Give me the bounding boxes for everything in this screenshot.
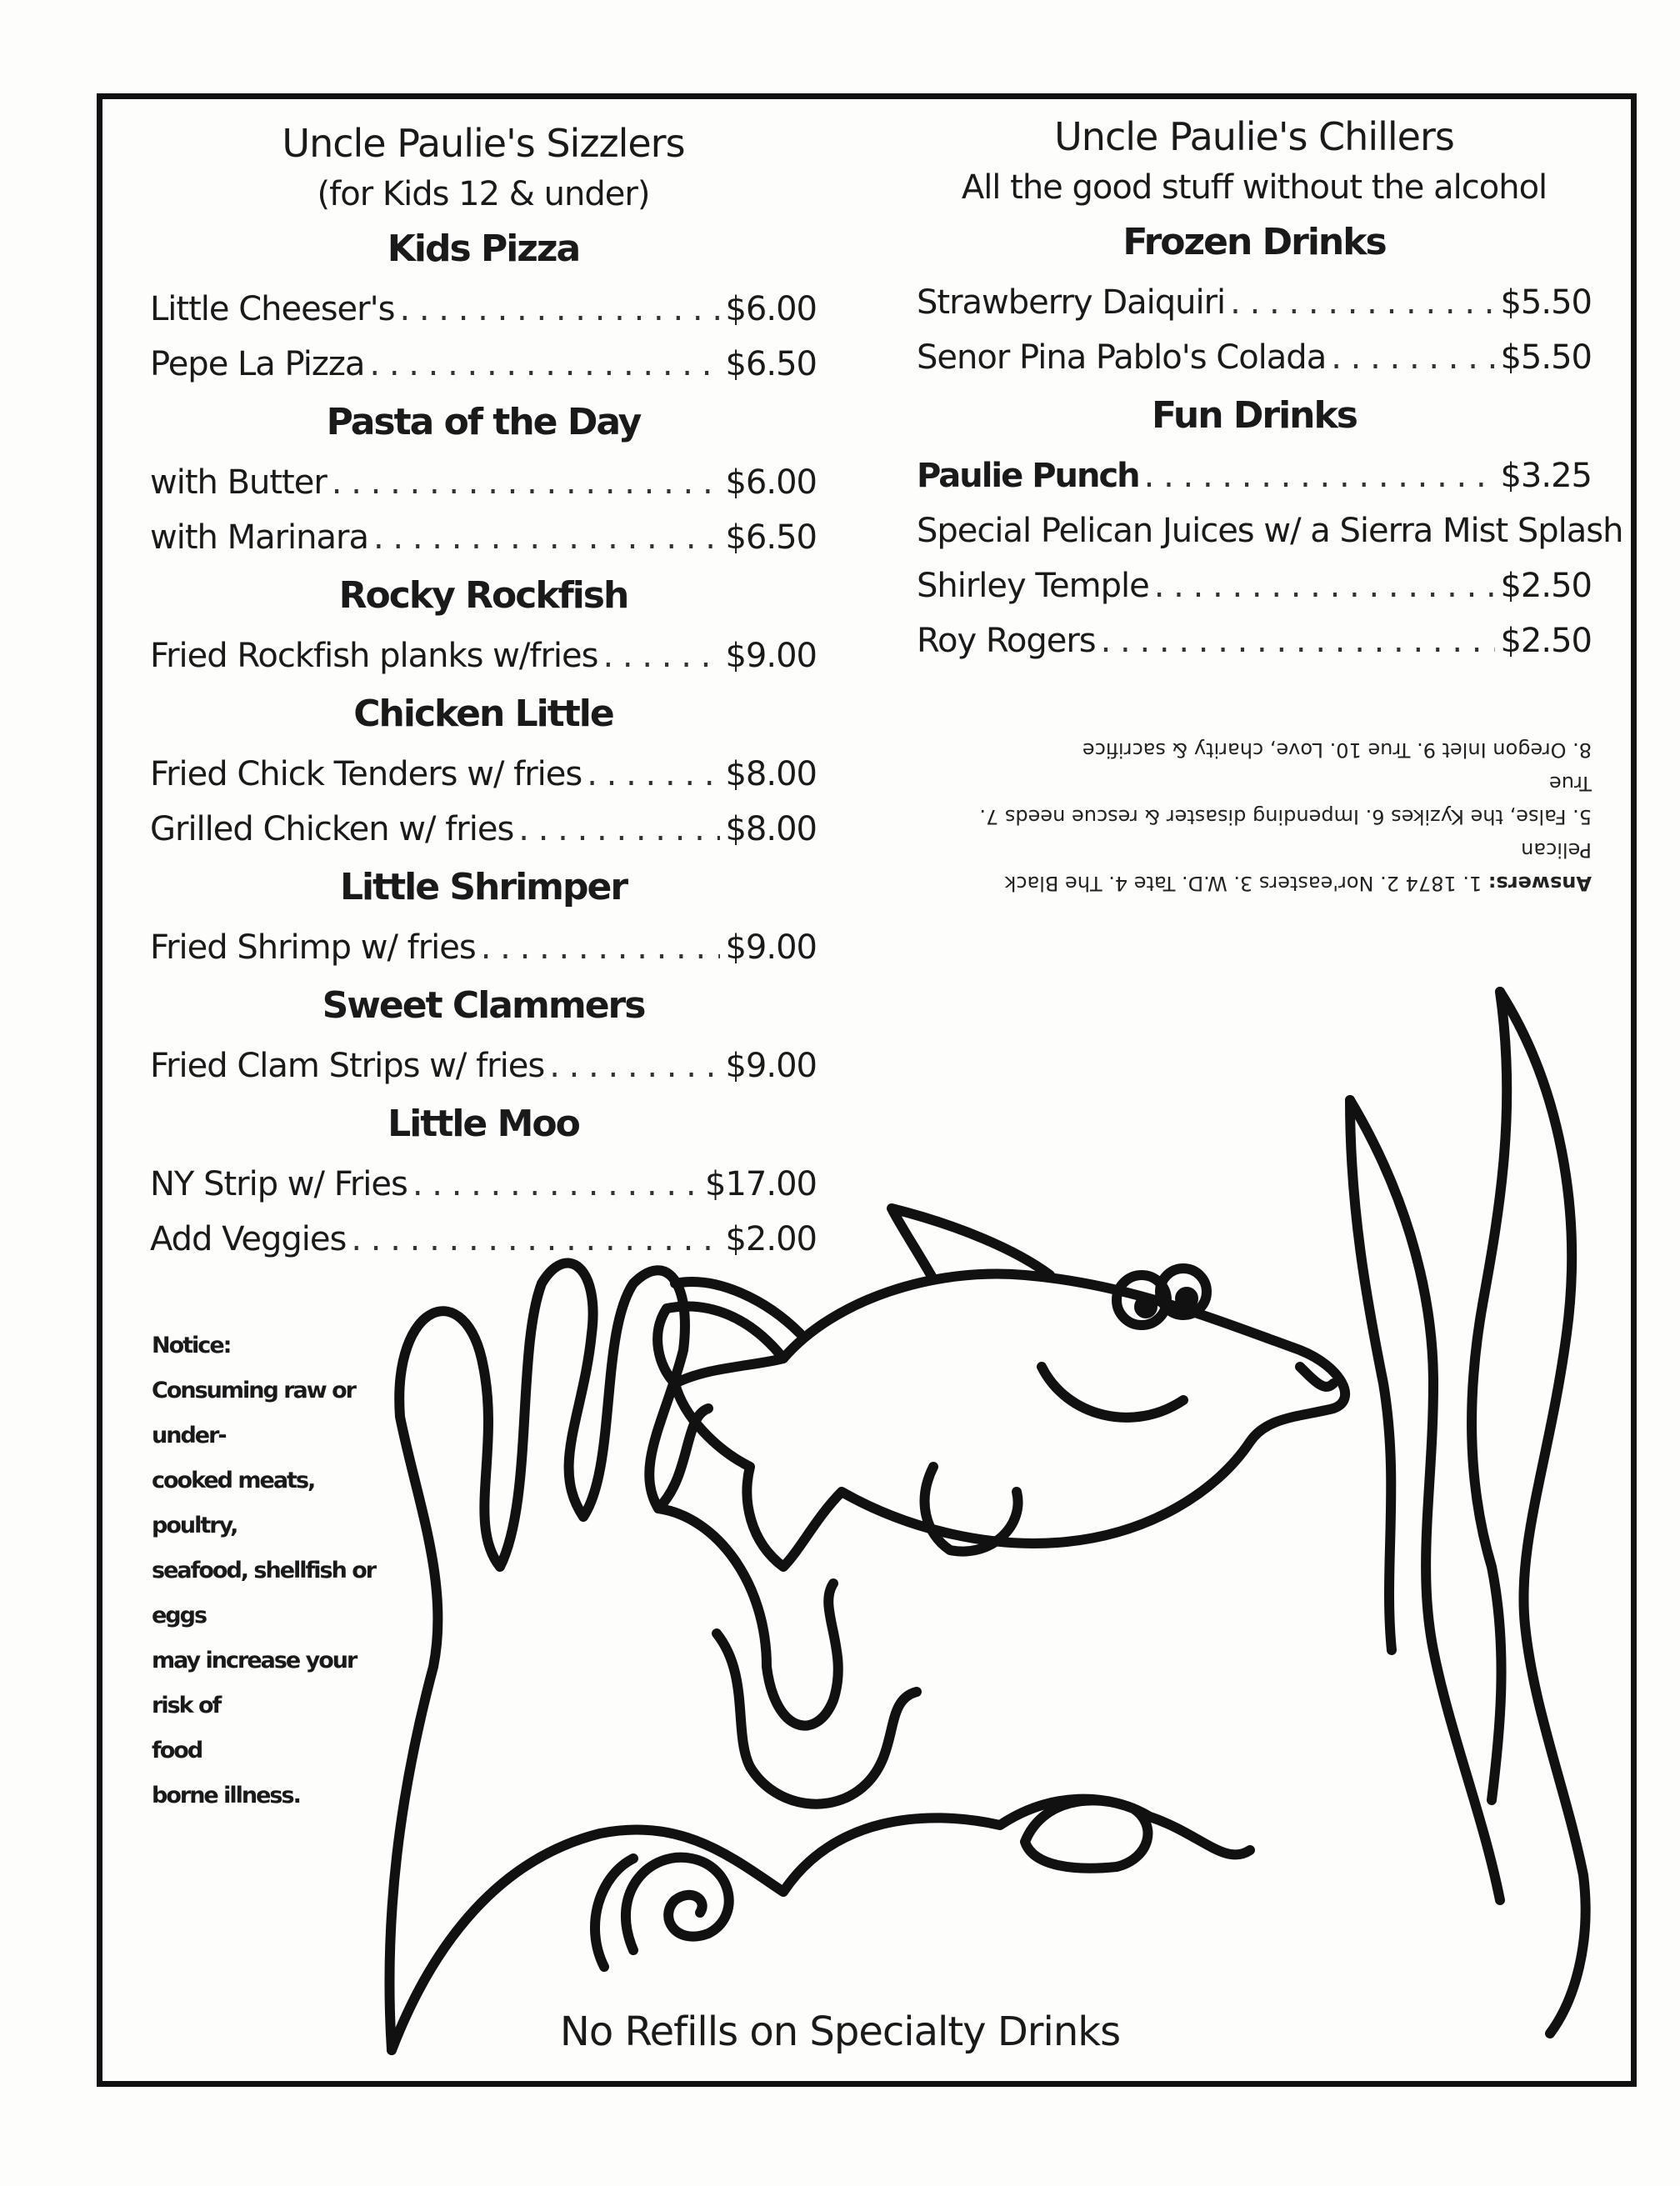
item-name: Roy Rogers: [917, 622, 1096, 660]
item-price: $2.50: [1500, 622, 1592, 660]
seaweed: [1500, 992, 1586, 2033]
section-heading: Frozen Drinks: [1122, 221, 1386, 263]
item-price: $17.00: [705, 1165, 817, 1203]
answers-lead: Answers:: [1488, 872, 1592, 895]
item-name: Pepe La Pizza: [150, 345, 365, 383]
notice-line: seafood, shellfish or eggs: [152, 1558, 376, 1628]
section-heading: Pasta of the Day: [326, 401, 641, 443]
section-heading: Little Moo: [388, 1103, 579, 1145]
item-name: Fried Clam Strips w/ fries: [150, 1047, 545, 1085]
section-heading: Sweet Clammers: [322, 984, 645, 1027]
item-name: Add Veggies: [150, 1220, 347, 1258]
section-heading: Fun Drinks: [1152, 394, 1357, 437]
item-price: $9.00: [725, 637, 817, 675]
item-name: Little Cheeser's: [150, 290, 395, 328]
sizzlers-subtitle: (for Kids 12 & under): [317, 175, 650, 213]
answers-line: 5. False, the Kyzikes 6. Impending disaster & rescue needs 7. True: [979, 772, 1592, 828]
fish-smile: [1042, 1367, 1183, 1418]
item-name: Fried Chick Tenders w/ fries: [150, 755, 582, 793]
shell: [626, 1858, 729, 1950]
item-name: Special Pelican Juices w/ a Sierra Mist Splash: [917, 512, 1623, 550]
item-price: $2.50: [1500, 567, 1592, 605]
item-price: $3.25: [1500, 457, 1592, 495]
item-price: $5.50: [1500, 338, 1592, 377]
item-name: Senor Pina Pablo's Colada: [917, 338, 1327, 377]
chillers-subtitle: All the good stuff without the alcohol: [961, 168, 1548, 207]
section-heading: Rocky Rockfish: [338, 574, 628, 617]
item-name: with Marinara: [150, 518, 368, 557]
section-heading: Little Shrimper: [339, 866, 628, 908]
item-name: with Butter: [150, 463, 327, 502]
notice-line: food: [152, 1738, 202, 1763]
item-price: $6.50: [725, 345, 817, 383]
notice-line: cooked meats, poultry,: [152, 1468, 315, 1538]
notice-line: Notice:: [152, 1333, 231, 1358]
item-name: Shirley Temple: [917, 567, 1149, 605]
item-price: $6.00: [725, 290, 817, 328]
sizzlers-title: Uncle Paulie's Sizzlers: [282, 121, 685, 166]
answers-line: 8. Oregon Inlet 9. True 10. Love, charity & sacrifice: [1082, 738, 1592, 762]
item-price: $6.50: [725, 518, 817, 557]
item-price: $2.00: [725, 1220, 817, 1258]
notice-line: may increase your risk of: [152, 1648, 357, 1718]
rock: [1025, 1800, 1148, 1868]
notice-line: borne illness.: [152, 1783, 300, 1808]
item-price: $8.00: [725, 755, 817, 793]
item-price: $8.00: [725, 810, 817, 848]
chillers-title: Uncle Paulie's Chillers: [1054, 114, 1454, 159]
item-name: Paulie Punch: [917, 457, 1139, 495]
item-price: $9.00: [725, 1047, 817, 1085]
item-name: NY Strip w/ Fries: [150, 1165, 408, 1203]
item-name: Fried Rockfish planks w/fries: [150, 637, 598, 675]
item-price: $9.00: [725, 928, 817, 967]
footer-note: No Refills on Specialty Drinks: [559, 2008, 1121, 2055]
section-heading: Chicken Little: [353, 693, 613, 735]
item-price: $5.50: [1500, 283, 1592, 322]
answers-text: 1. 1874 2. Nor'easters 3. W.D. Tate 4. The Black Pelican: [1004, 838, 1592, 895]
coral: [389, 1263, 708, 2050]
item-name: Strawberry Daiquiri: [917, 283, 1226, 322]
fish-dorsal-fin: [892, 1208, 1050, 1279]
section-heading: Kids Pizza: [387, 228, 580, 270]
notice-line: Consuming raw or under-: [152, 1378, 355, 1448]
item-name: Fried Shrimp w/ fries: [150, 928, 476, 967]
item-name: Grilled Chicken w/ fries: [150, 810, 514, 848]
item-price: $6.00: [725, 463, 817, 502]
